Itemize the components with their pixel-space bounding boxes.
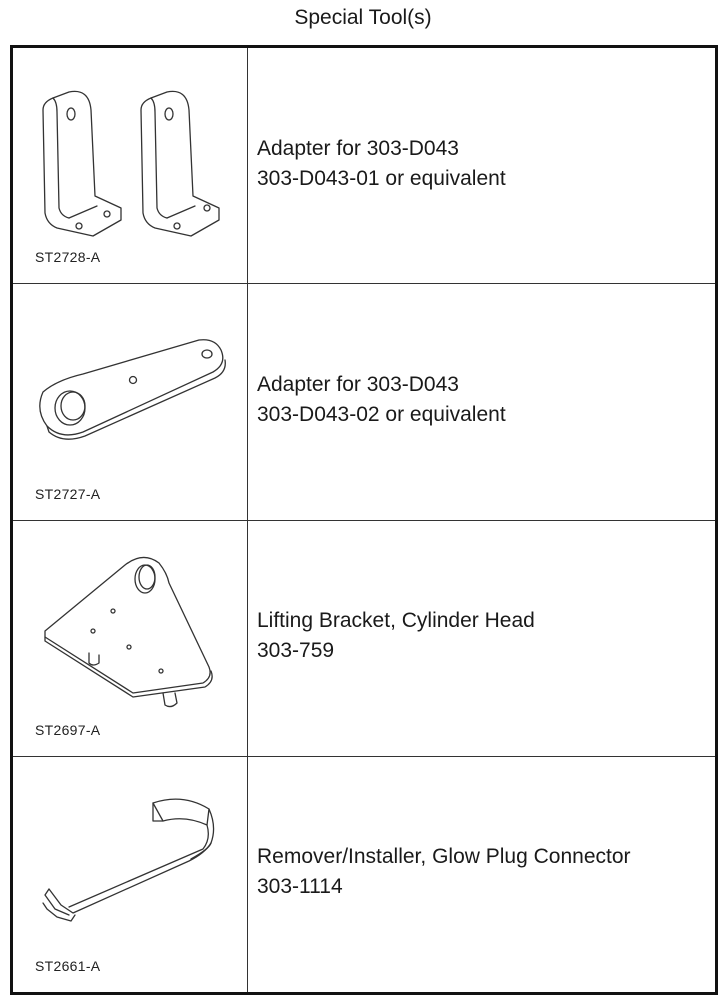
- tool-illustration-cell: [13, 757, 248, 992]
- tool-number: 303-D043-01 or equivalent: [257, 166, 506, 190]
- table-row: [13, 757, 715, 992]
- tool-description-cell: [248, 284, 715, 519]
- special-tools-table: [10, 45, 718, 995]
- tool-code: ST2697-A: [35, 721, 101, 738]
- tool-illustration-cell: [13, 48, 248, 283]
- tool-description: Adapter for 303-D043: [257, 136, 459, 160]
- tool-number: 303-1114: [257, 875, 343, 899]
- tool-description-cell: [248, 48, 715, 283]
- tool-illustration-cell: [13, 284, 248, 519]
- tool-number: 303-D043-02 or equivalent: [257, 402, 506, 426]
- tool-code: ST2727-A: [35, 485, 101, 502]
- table-row: [13, 521, 715, 757]
- tool-code: ST2728-A: [35, 249, 101, 266]
- tool-code: ST2661-A: [35, 958, 101, 974]
- tool-description-cell: [248, 757, 715, 992]
- tool-number: 303-759: [257, 639, 335, 663]
- tool-description: Adapter for 303-D043: [257, 372, 459, 396]
- page-title: Special Tool(s): [294, 6, 432, 29]
- table-row: [13, 284, 715, 520]
- tool-description: Lifting Bracket, Cylinder Head: [257, 609, 535, 633]
- tool-description: Remover/Installer, Glow Plug Connector: [257, 845, 631, 869]
- table-row: [13, 48, 715, 284]
- tool-description-cell: [248, 521, 715, 756]
- tool-illustration-cell: [13, 521, 248, 756]
